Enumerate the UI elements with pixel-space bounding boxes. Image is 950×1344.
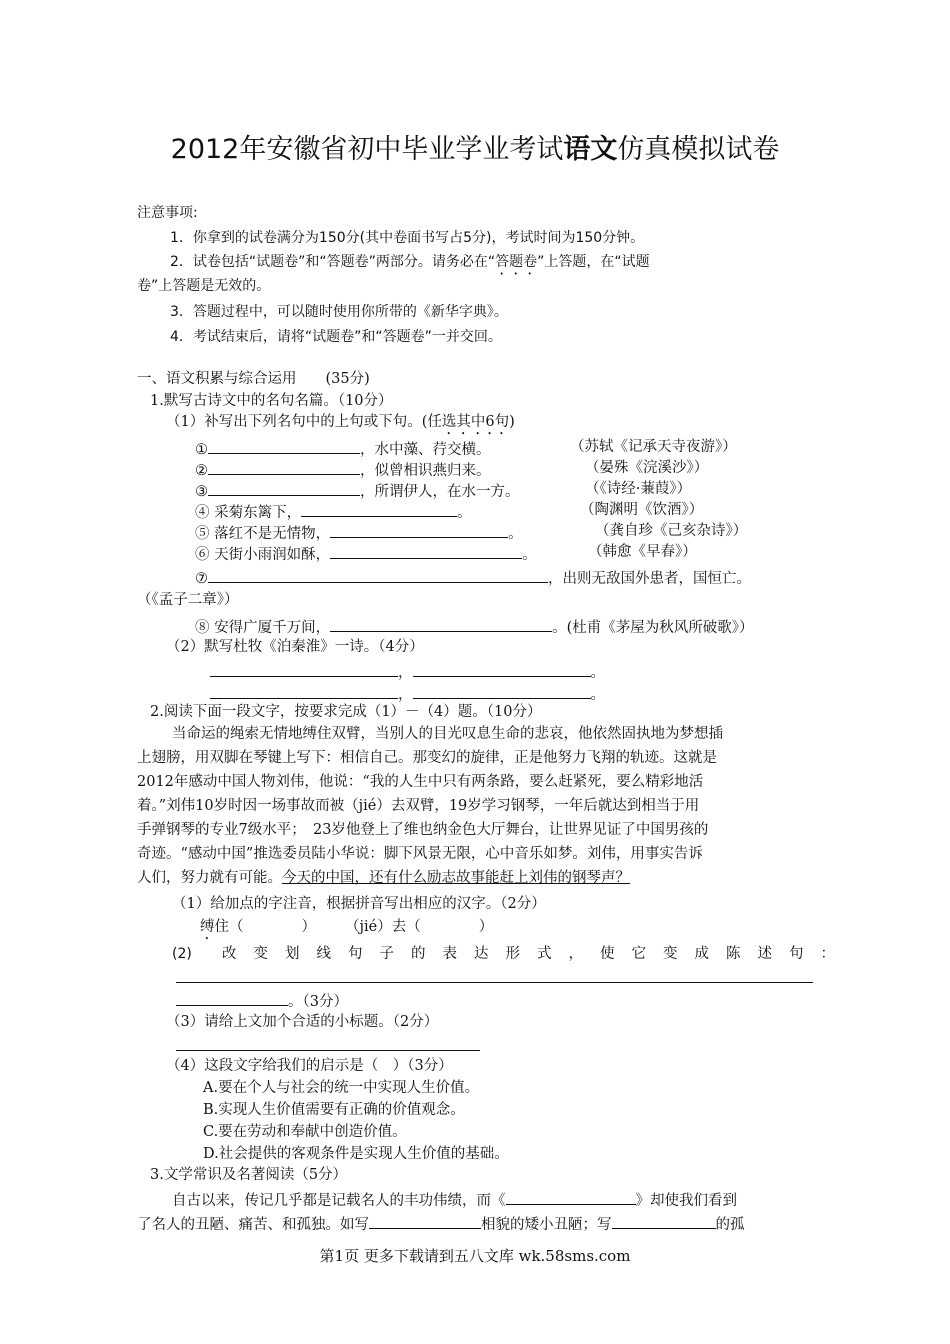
answer-line[interactable] bbox=[176, 982, 813, 983]
line-text: ，似曾相识燕归来。 bbox=[360, 463, 491, 479]
answer-blank[interactable] bbox=[413, 660, 591, 677]
line-num: ④ 采菊东篱下， bbox=[195, 505, 302, 521]
q3-text: 自古以来，传记几乎都是记载名人的丰功伟绩，而《 bbox=[172, 1193, 506, 1209]
q2-title: 2.阅读下面一段文字，按要求完成（1）－（4）题。（10分） bbox=[150, 704, 542, 720]
passage-line: 上翅膀，用双脚在琴键上写下：相信自己。那变幻的旋律，正是他努力飞翔的轨迹。这就是 bbox=[137, 750, 717, 766]
q1-sub1-a: （1）补写出下列名句中的上句或下句。(任 bbox=[166, 414, 442, 430]
passage-line: 2012年感动中国人物刘伟，他说：“我的人生中只有两条路，要么赶紧死，要么精彩地活 bbox=[137, 774, 704, 790]
line-text: 。 bbox=[508, 526, 523, 542]
fill-line-2 bbox=[195, 458, 491, 481]
answer-blank[interactable] bbox=[612, 1212, 716, 1229]
answer-blank[interactable] bbox=[176, 989, 288, 1006]
q3-text: 相貌的矮小丑陋；写 bbox=[481, 1217, 612, 1233]
q3-line-2 bbox=[137, 1212, 745, 1235]
answer-blank[interactable] bbox=[330, 521, 508, 538]
title-suffix: 仿真模拟试卷 bbox=[617, 134, 780, 165]
line-num: ⑤ 落红不是无情物， bbox=[195, 526, 331, 542]
q3-text: 》却使我们看到 bbox=[635, 1193, 737, 1209]
q3-text: 了名人的丑陋、痛苦、和孤独。如写 bbox=[137, 1217, 369, 1233]
section-heading: 一、语文积累与综合运用 (35分) bbox=[137, 371, 370, 387]
answer-blank[interactable] bbox=[208, 437, 360, 454]
period: 。 bbox=[590, 665, 605, 681]
line-num: ⑦ bbox=[195, 571, 208, 587]
option-b: B.实现人生价值需要有正确的价值观念。 bbox=[203, 1102, 465, 1118]
title-prefix: 2012年安徽省初中毕业学业考试 bbox=[170, 134, 564, 165]
notice-item-2a: 2．试卷包括“试题卷”和“答题卷”两部分。请务必在“ bbox=[170, 254, 496, 270]
option-d: D.社会提供的客观条件是实现人生价值的基础。 bbox=[203, 1146, 509, 1162]
line-num: ② bbox=[195, 463, 208, 479]
passage-line: 着。”刘伟10岁时因一场事故而被（jié）去双臂，19岁学习钢琴，一年后就达到相当于用 bbox=[137, 798, 700, 814]
option-a: A.要在个人与社会的统一中实现人生价值。 bbox=[203, 1080, 480, 1096]
q2-sub1: （1）给加点的字注音，根据拼音写出相应的汉字。（2分） bbox=[172, 896, 546, 912]
answer-blank[interactable] bbox=[369, 1212, 481, 1229]
q2-sub2-points: 。（3分） bbox=[288, 994, 348, 1010]
comma: ， bbox=[398, 665, 413, 681]
underlined-sentence: 今天的中国，还有什么励志故事能赶上刘伟的钢琴声？ bbox=[282, 870, 630, 886]
q1-title: 1.默写古诗文中的名句名篇。（10分） bbox=[150, 393, 393, 409]
q1-sub1 bbox=[166, 412, 515, 438]
fill-source-4: （陶渊明《饮酒》） bbox=[580, 502, 704, 518]
fill-line-3 bbox=[195, 479, 520, 502]
fill-source-3: （《诗经·蒹葭》） bbox=[585, 481, 692, 497]
line-text: 。 bbox=[457, 505, 472, 521]
option-c: C.要在劳动和奉献中创造价值。 bbox=[203, 1124, 407, 1140]
q3-line-1 bbox=[172, 1188, 737, 1211]
line-text: 。 bbox=[522, 547, 537, 563]
q2-sub2-text: 改变划线句子的表达形式，使它变成陈述句： bbox=[222, 946, 852, 962]
notice-item-3: 3．答题过程中，可以随时使用你所带的《新华字典》。 bbox=[170, 304, 508, 320]
notice-item-1: 1．你拿到的试卷满分为150分(其中卷面书写占5分)，考试时间为150分钟。 bbox=[170, 230, 645, 246]
passage-line: 手弹钢琴的专业7级水平； 23岁他登上了维也纳金色大厅舞台，让世界见证了中国男孩的 bbox=[137, 822, 709, 838]
fill-line-6 bbox=[195, 542, 537, 565]
q2-sub2-tail bbox=[176, 989, 348, 1012]
line-text: ，所谓伊人，在水一方。 bbox=[360, 484, 520, 500]
q2-sub2-num: (2) bbox=[172, 946, 192, 962]
fill-line-7 bbox=[195, 566, 751, 589]
q3-text: 的孤 bbox=[715, 1217, 745, 1233]
fill-source-7: （《孟子二章》） bbox=[137, 592, 239, 608]
answer-blank[interactable] bbox=[301, 500, 457, 517]
passage-text: 人们，努力就有可能。 bbox=[137, 870, 282, 886]
poem-line-1 bbox=[210, 660, 605, 683]
passage-line: 奇迹。“感动中国”推选委员陆小华说：脚下风景无限，心中音乐如梦。刘伟，用事实告诉 bbox=[137, 846, 703, 862]
q2-sub4: （4）这段文字给我们的启示是（ ）（3分） bbox=[166, 1058, 453, 1074]
fill-source-1: （苏轼《记承天寺夜游》） bbox=[570, 439, 737, 455]
q2-sub1-blanks: 住（ ） （jié）去（ ） bbox=[214, 919, 494, 935]
title-bold: 语文 bbox=[563, 134, 618, 165]
line-text: ，水中藻、荇交横。 bbox=[360, 442, 491, 458]
answer-blank[interactable] bbox=[330, 542, 522, 559]
answer-blank[interactable] bbox=[208, 479, 360, 496]
page-title bbox=[0, 132, 950, 168]
answer-blank[interactable] bbox=[210, 682, 398, 699]
q1-sub1-emph: 选其中6句 bbox=[441, 414, 510, 430]
answer-blank[interactable] bbox=[208, 458, 360, 475]
q3-title: 3.文学常识及名著阅读（5分） bbox=[150, 1167, 348, 1183]
q1-sub1-c: ) bbox=[509, 414, 515, 430]
line-text: 。(杜甫《茅屋为秋风所破歌》） bbox=[552, 620, 754, 636]
period: 。 bbox=[590, 687, 605, 703]
q2-sub1-answers bbox=[200, 917, 493, 943]
notice-item-2-emph: 答题卷 bbox=[495, 254, 538, 270]
line-num: ⑧ 安得广厦千万间， bbox=[195, 620, 331, 636]
fill-source-5: （龚自珍《己亥杂诗》） bbox=[595, 523, 748, 539]
fill-line-1 bbox=[195, 437, 491, 460]
notice-item-2-cont: 卷”上答题是无效的。 bbox=[137, 278, 271, 294]
notice-heading: 注意事项: bbox=[137, 205, 198, 221]
dotted-char: 缚 bbox=[200, 919, 215, 935]
answer-blank[interactable] bbox=[208, 566, 548, 583]
q2-sub3: （3）请给上文加个合适的小标题。（2分） bbox=[166, 1014, 439, 1030]
answer-blank[interactable] bbox=[413, 682, 591, 699]
page-footer: 第1页 更多下载请到五八文库 wk.58sms.com bbox=[319, 1247, 631, 1265]
notice-item-2 bbox=[170, 252, 650, 278]
passage-line-last bbox=[137, 868, 630, 888]
fill-line-5 bbox=[195, 521, 523, 544]
fill-line-4 bbox=[195, 500, 472, 523]
answer-blank[interactable] bbox=[506, 1188, 636, 1205]
notice-item-4: 4．考试结束后，请将“试题卷”和“答题卷”一并交回。 bbox=[170, 329, 502, 345]
line-text: ，出则无敌国外患者，国恒亡。 bbox=[548, 571, 751, 587]
fill-source-6: （韩愈《早春》） bbox=[588, 544, 697, 560]
answer-line[interactable] bbox=[176, 1050, 480, 1051]
notice-item-2b: ”上答题，在“试题 bbox=[537, 254, 650, 270]
line-num: ⑥ 天街小雨润如酥， bbox=[195, 547, 331, 563]
q1-sub2: （2）默写杜牧《泊秦淮》一诗。（4分） bbox=[166, 639, 424, 655]
answer-blank[interactable] bbox=[210, 660, 398, 677]
line-num: ① bbox=[195, 442, 208, 458]
fill-source-2: （晏殊《浣溪沙》） bbox=[585, 460, 709, 476]
answer-blank[interactable] bbox=[330, 615, 552, 632]
line-num: ③ bbox=[195, 484, 208, 500]
fill-line-8 bbox=[195, 615, 754, 638]
passage-line: 当命运的绳索无情地缚住双臂，当别人的目光叹息生命的悲哀，他依然固执地为梦想插 bbox=[172, 726, 723, 742]
comma: ， bbox=[398, 687, 413, 703]
